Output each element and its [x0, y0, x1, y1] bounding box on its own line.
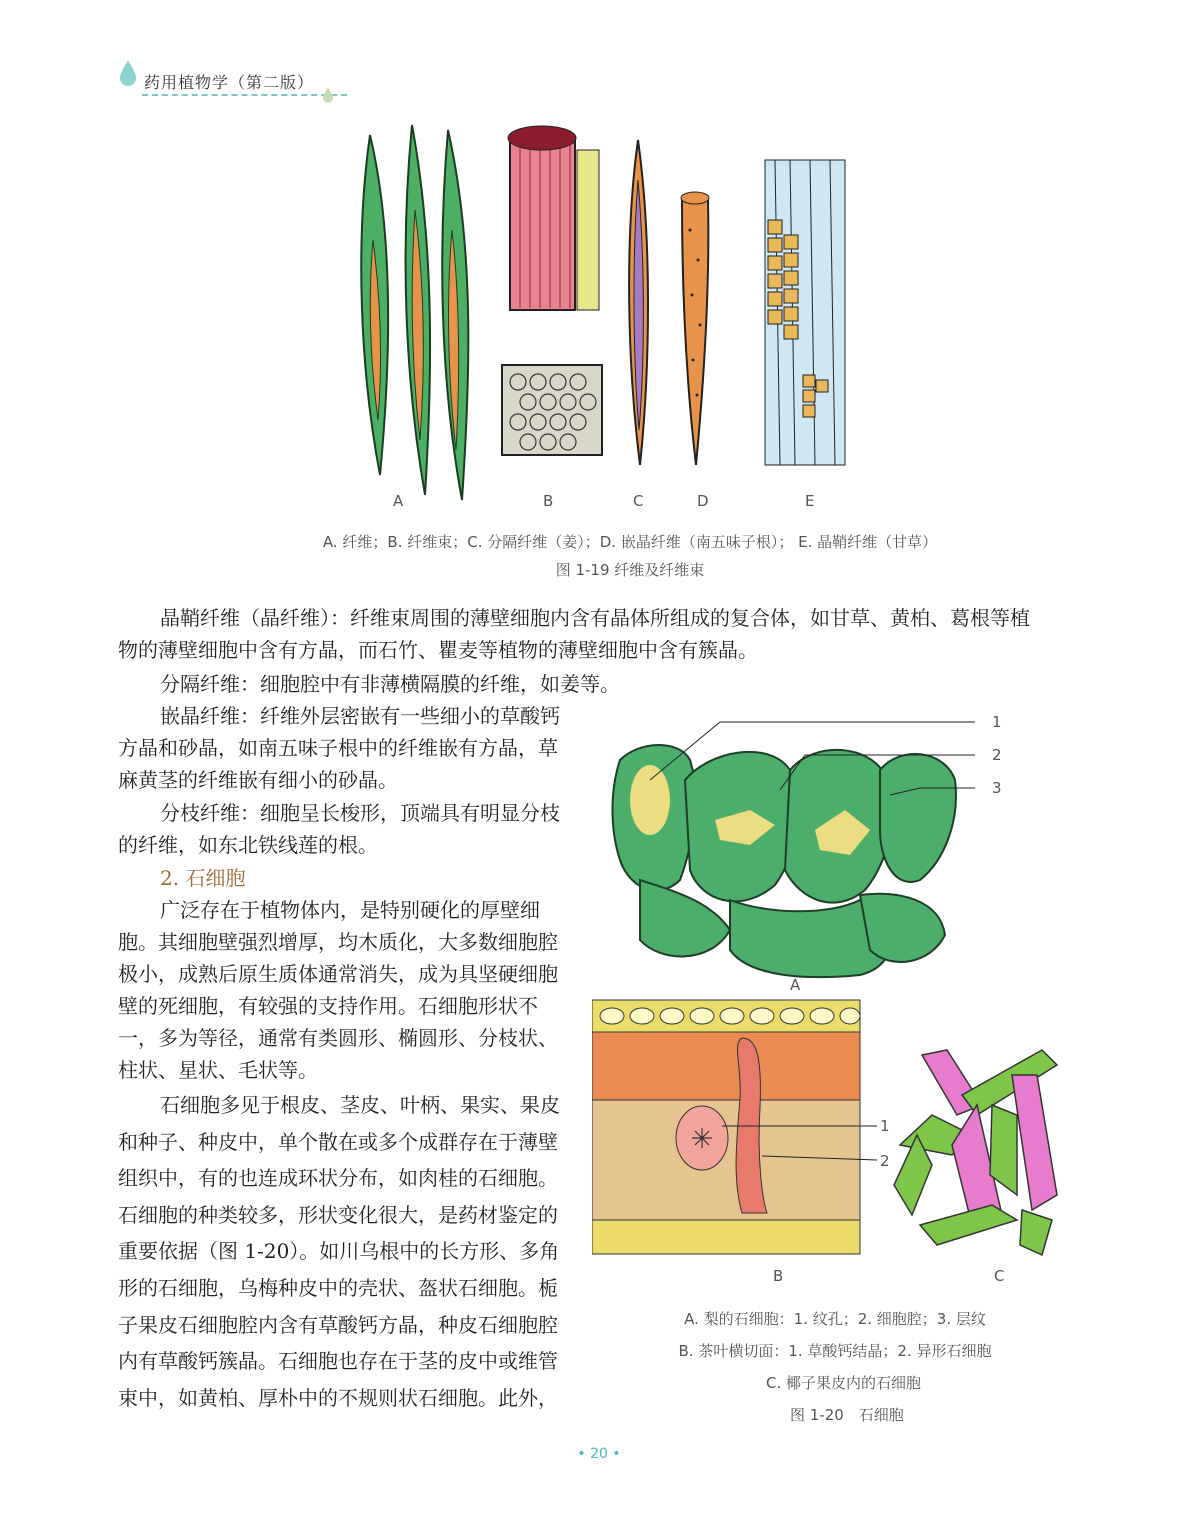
fig-1-19-label-d: D	[697, 492, 709, 510]
fig-1-20a-callout-1: 1	[992, 713, 1002, 731]
page-dot-right: •	[607, 1446, 621, 1462]
fig-1-20-caption-c: C. 椰子果皮内的石细胞	[766, 1374, 922, 1392]
fig-1-20a-callout-2: 2	[992, 746, 1002, 764]
text-line: 柱状、星状、毛状等。	[118, 1058, 318, 1082]
header-rule	[142, 94, 347, 96]
fiber-a-illustration	[361, 125, 468, 500]
fiber-e-illustration	[765, 160, 845, 465]
fiber-d-illustration	[681, 192, 709, 465]
text-line: 晶鞘纤维（晶纤维）：纤维束周围的薄壁细胞内含有晶体所组成的复合体，如甘草、黄柏、葛根等植	[160, 606, 1030, 630]
text-line: 物的薄壁细胞中含有方晶，而石竹、瞿麦等植物的薄壁细胞中含有簇晶。	[118, 638, 758, 662]
page-number-value: 20	[590, 1446, 608, 1462]
droplet-icon	[118, 58, 138, 88]
text-line: 石细胞的种类较多，形状变化很大，是药材鉴定的	[118, 1202, 558, 1227]
fig-1-20a-callout-3: 3	[992, 779, 1002, 797]
fiber-c-illustration	[629, 140, 648, 465]
text-line: 壁的死细胞，有较强的支持作用。石细胞形状不	[118, 994, 538, 1018]
text-line: 分枝纤维：细胞呈长梭形，顶端具有明显分枝	[160, 801, 560, 825]
fig-1-19-label-b: B	[543, 492, 554, 510]
fig-1-19-caption-title: 图 1-19 纤维及纤维束	[555, 561, 705, 579]
figure-1-20b-tea-leaf-section	[592, 998, 892, 1260]
paragraph-crystal-sheath-fiber	[118, 602, 1082, 666]
text-line: 麻黄茎的纤维嵌有细小的砂晶。	[118, 768, 398, 792]
running-header	[112, 54, 342, 104]
fig-1-20-caption-title: 图 1-20 石细胞	[790, 1406, 904, 1424]
paragraph-embedded-crystal-fiber	[118, 700, 580, 796]
text-line: 方晶和砂晶，如南五味子根中的纤维嵌有方晶，草	[118, 736, 558, 760]
text-line: 嵌晶纤维：纤维外层密嵌有一些细小的草酸钙	[160, 704, 560, 728]
text-line: 重要依据（图 1-20）。如川乌根中的长方形、多角	[118, 1239, 560, 1264]
book-title: 药用植物学（第二版）	[144, 73, 315, 92]
text-line: 内有草酸钙簇晶。石细胞也存在于茎的皮中或维管	[118, 1349, 558, 1374]
text-line: 广泛存在于植物体内，是特别硬化的厚壁细	[160, 898, 540, 922]
paragraph-branched-fiber	[118, 797, 580, 861]
figure-1-20c-coconut-stone-cells	[892, 1045, 1072, 1265]
paragraph-septate-fiber	[160, 668, 680, 700]
paragraph-stone-cells-distribution	[118, 1087, 580, 1416]
figure-1-20a-pear-stone-cells	[600, 700, 1020, 980]
page-dot-left: •	[577, 1446, 591, 1462]
section-heading-stone-cells: 2. 石细胞	[160, 866, 246, 890]
text-line: 和种子、种皮中，单个散在或多个成群存在于薄壁	[118, 1129, 558, 1154]
text-line: 子果皮石细胞腔内含有草酸钙方晶，种皮石细胞腔	[118, 1312, 558, 1337]
paragraph-stone-cells-intro	[118, 894, 580, 1086]
fig-1-19-label-a: A	[393, 492, 404, 510]
fiber-bundle-b-illustration	[502, 126, 602, 455]
fig-1-20-caption-b: B. 茶叶横切面：1. 草酸钙结晶；2. 异形石细胞	[678, 1342, 992, 1360]
figure-1-19-fibers	[340, 120, 860, 505]
text-line: 束中，如黄柏、厚朴中的不规则状石细胞。此外，	[118, 1385, 558, 1410]
page-number	[0, 1446, 1198, 1462]
fig-1-19-label-e: E	[805, 492, 815, 510]
fig-1-19-label-c: C	[633, 492, 644, 510]
fig-1-20-caption-a: A. 梨的石细胞：1. 纹孔；2. 细胞腔；3. 层纹	[684, 1310, 986, 1328]
text-line: 石细胞多见于根皮、茎皮、叶柄、果实、果皮	[160, 1093, 560, 1117]
fig-1-20a-label: A	[790, 976, 801, 994]
fig-1-20b-label: B	[773, 1267, 784, 1285]
fig-1-20c-label: C	[994, 1267, 1005, 1285]
text-line: 形的石细胞，乌梅种皮中的壳状、盔状石细胞。栀	[118, 1275, 558, 1300]
text-line: 胞。其细胞壁强烈增厚，均木质化，大多数细胞腔	[118, 930, 558, 954]
text-line: 极小，成熟后原生质体通常消失，成为具坚硬细胞	[118, 962, 558, 986]
small-droplet-icon	[322, 86, 334, 104]
fig-1-20b-callout-2: 2	[880, 1152, 890, 1170]
text-line: 的纤维，如东北铁线莲的根。	[118, 833, 378, 857]
fig-1-19-caption-legend: A. 纤维；B. 纤维束；C. 分隔纤维（姜）；D. 嵌晶纤维（南五味子根）； E. 晶鞘纤维（甘草）	[322, 533, 938, 551]
fig-1-20b-callout-1: 1	[880, 1117, 890, 1135]
text-line: 组织中，有的也连成环状分布，如肉桂的石细胞。	[118, 1166, 558, 1191]
text-line: 分隔纤维：细胞腔中有非薄横隔膜的纤维，如姜等。	[160, 672, 620, 696]
text-line: 一，多为等径，通常有类圆形、椭圆形、分枝状、	[118, 1026, 558, 1050]
